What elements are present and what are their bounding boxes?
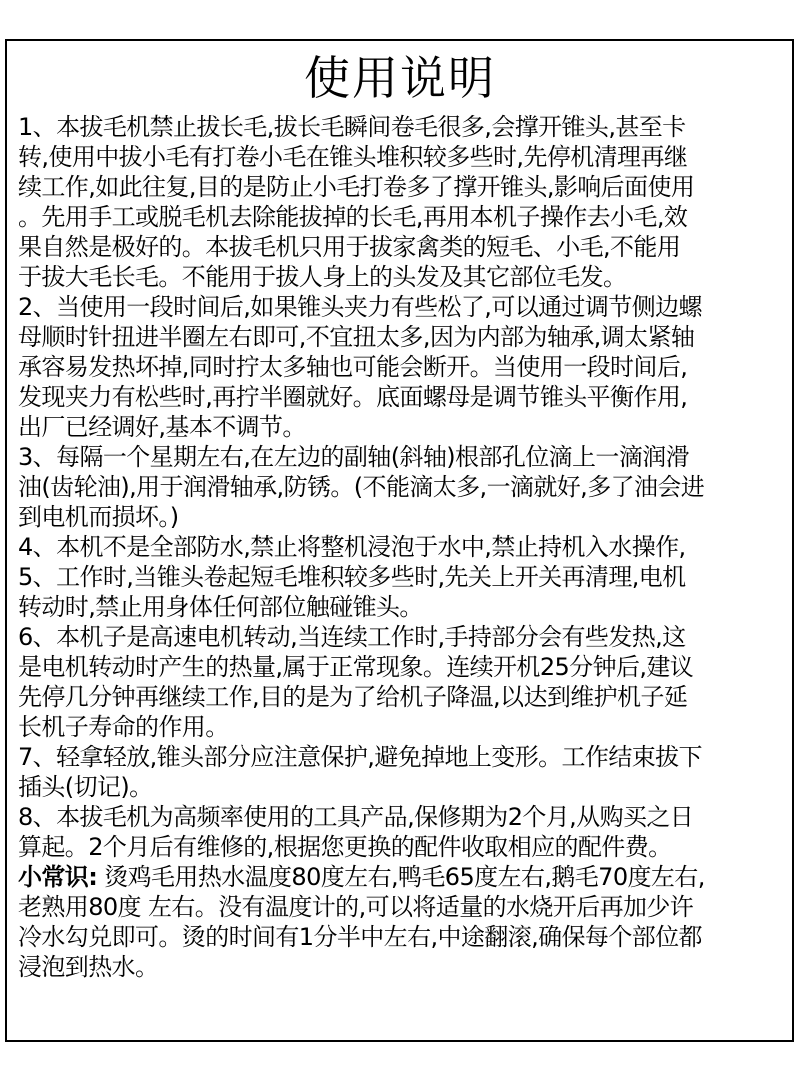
tips-line: 浸泡到热水。 xyxy=(18,953,159,981)
instruction-line: 8、本拔毛机为高频率使用的工具产品,保修期为2个月,从购买之日 xyxy=(18,803,694,831)
instruction-line: 5、工作时,当锥头卷起短毛堆积较多些时,先关上开关再清理,电机 xyxy=(18,563,686,591)
instruction-line: 发现夹力有松些时,再拧半圈就好。底面螺母是调节锥头平衡作用, xyxy=(18,383,688,411)
instruction-line: 2、当使用一段时间后,如果锥头夹力有些松了,可以通过调节侧边螺 xyxy=(18,293,702,321)
instruction-line: 转,使用中拔小毛有打卷小毛在锥头堆积较多些时,先停机清理再继 xyxy=(18,143,688,171)
instruction-line: 1、本拔毛机禁止拔长毛,拔长毛瞬间卷毛很多,会撑开锥头,甚至卡 xyxy=(18,113,686,141)
instruction-line: 于拔大毛长毛。不能用于拔人身上的头发及其它部位毛发。 xyxy=(18,263,627,291)
tips-text: 烫鸡毛用热水温度80度左右,鸭毛65度左右,鹅毛70度左右, xyxy=(97,863,705,891)
instruction-line: 果自然是极好的。本拔毛机只用于拔家禽类的短毛、小毛,不能用 xyxy=(18,233,681,261)
instruction-line: 出厂已经调好,基本不调节。 xyxy=(18,413,306,441)
instructions-body xyxy=(18,112,788,982)
instruction-line: 长机子寿命的作用。 xyxy=(18,713,229,741)
instruction-line: 转动时,禁止用身体任何部位触碰锥头。 xyxy=(18,593,423,621)
tips-line: 冷水勾兑即可。烫的时间有1分半中左右,中途翻滚,确保每个部位都 xyxy=(18,923,702,951)
instruction-line: 插头(切记)。 xyxy=(18,773,153,801)
instruction-line: 。先用手工或脱毛机去除能拔掉的长毛,再用本机子操作去小毛,效 xyxy=(18,203,688,231)
tips-line xyxy=(18,862,788,892)
page-title: 使用说明 xyxy=(304,51,496,105)
instruction-line: 7、轻拿轻放,锥头部分应注意保护,避免掉地上变形。工作结束拔下 xyxy=(18,743,702,771)
tips-line: 老熟用80度 左右。没有温度计的,可以将适量的水烧开后再加少许 xyxy=(18,893,694,921)
instruction-line: 母顺时针扭进半圈左右即可,不宜扭太多,因为内部为轴承,调太紧轴 xyxy=(18,323,695,351)
instruction-line: 3、每隔一个星期左右,在左边的副轴(斜轴)根部孔位滴上一滴润滑 xyxy=(18,443,690,471)
instruction-line: 续工作,如此往复,目的是防止小毛打卷多了撑开锥头,影响后面使用 xyxy=(18,173,695,201)
tips-label: 小常识: xyxy=(18,863,98,891)
instruction-line: 6、本机子是高速电机转动,当连续工作时,手持部分会有些发热,这 xyxy=(18,623,686,651)
instruction-line: 先停几分钟再继续工作,目的是为了给机子降温,以达到维护机子延 xyxy=(18,683,688,711)
instruction-line: 4、本机不是全部防水,禁止将整机浸泡于水中,禁止持机入水操作, xyxy=(18,533,686,561)
instruction-line: 是电机转动时产生的热量,属于正常现象。连续开机25分钟后,建议 xyxy=(18,653,694,681)
instruction-line: 油(齿轮油),用于润滑轴承,防锈。(不能滴太多,一滴就好,多了油会进 xyxy=(18,473,705,501)
instruction-line: 承容易发热坏掉,同时拧太多轴也可能会断开。当使用一段时间后, xyxy=(18,353,688,381)
instruction-line: 到电机而损坏。) xyxy=(18,503,179,531)
instruction-line: 算起。2个月后有维修的,根据您更换的配件收取相应的配件费。 xyxy=(18,833,672,861)
